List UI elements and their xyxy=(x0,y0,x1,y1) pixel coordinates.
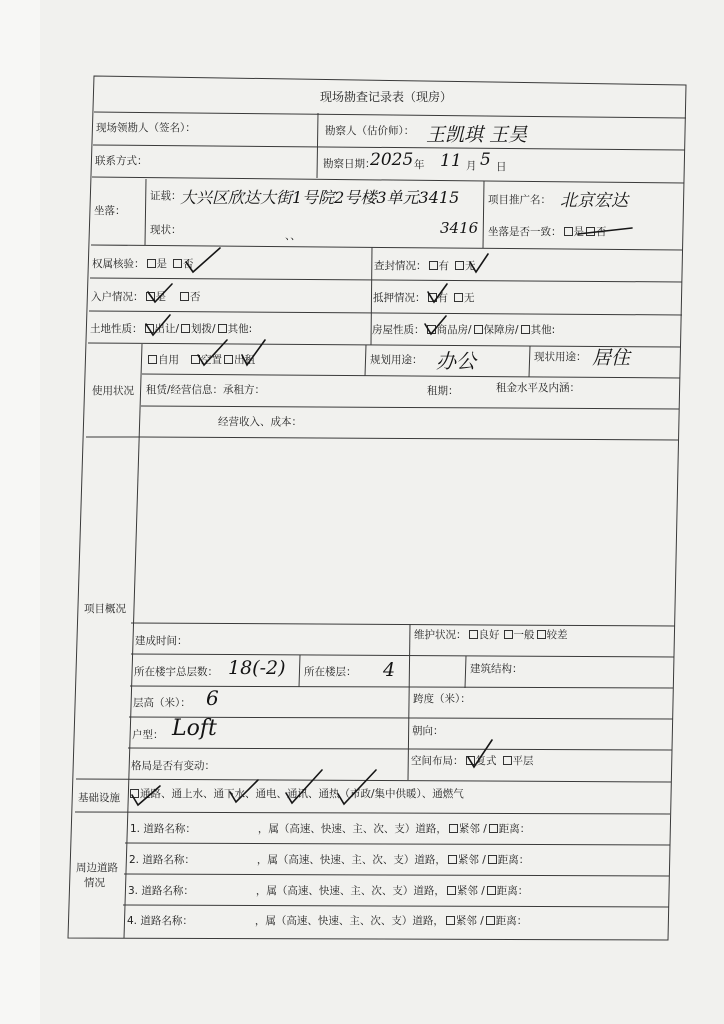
rent-level-label: 租金水平及内涵： xyxy=(496,382,580,394)
space-opt1-label: 复式 xyxy=(475,755,497,767)
type-value: Loft xyxy=(172,716,217,741)
date-label: 勘察日期： xyxy=(323,158,376,170)
floor-label: 所在楼层： xyxy=(304,666,357,678)
height-value: 6 xyxy=(206,686,219,710)
consistency-yes-label: 是 xyxy=(573,226,584,238)
mortgage-none-label: 无 xyxy=(464,292,475,304)
road-2-adjacent-label: 紧邻 / xyxy=(457,854,486,866)
total-floors-value: 18(-2) xyxy=(228,657,286,679)
road-2-distance-label: 距离： xyxy=(497,854,530,866)
use-vacant-check-mark xyxy=(198,340,227,365)
road-2-class: ，属（高速、快速、主、次、支）道路， xyxy=(256,854,446,866)
land-opt3-label: 其他: xyxy=(227,323,253,335)
road-3-label: 3. 道路名称： xyxy=(128,885,194,897)
use-self-label: 自用 xyxy=(158,354,179,366)
project-name-value: 北京宏达 xyxy=(560,191,628,211)
land-opt2-label: 划拨 xyxy=(191,323,213,335)
use-rent-label: 出租 xyxy=(234,354,255,366)
date-year-value: 2025 xyxy=(370,150,414,170)
seal-has-label: 有 xyxy=(438,260,449,272)
mortgage-has-check-mark xyxy=(428,284,447,302)
planned-use-value: 办公 xyxy=(436,349,476,373)
road-section-label-2: 情况 xyxy=(84,877,105,889)
cert-room-value: 3416 xyxy=(440,219,479,237)
house-opt3-label: 其他: xyxy=(530,324,556,336)
ownership-no-label: 否 xyxy=(183,258,194,270)
type-label: 户型： xyxy=(132,729,164,741)
house-opt1-check-mark xyxy=(425,316,446,334)
road-4-adjacent-label: 紧邻 / xyxy=(455,915,484,927)
guide-label: 现场领勘人（签名）： xyxy=(96,122,196,134)
contact-label: 联系方式： xyxy=(95,155,148,167)
maint-normal-label: 一般 xyxy=(513,629,535,641)
date-month-suffix: 月 xyxy=(466,160,477,172)
use-vacant-label: 空置 xyxy=(201,354,222,366)
date-day-suffix: 日 xyxy=(496,161,507,173)
infra-check-mark-3 xyxy=(286,770,322,803)
date-day-value: 5 xyxy=(480,150,491,170)
land-opt1-label: 出让 xyxy=(154,323,176,335)
space-label: 空间布局： xyxy=(411,755,464,767)
usage-section-label: 使用状况 xyxy=(92,385,134,397)
infra-items: 通路、通上水、通下水、通电、通讯、通热（市政/集中供暖）、通燃气 xyxy=(140,788,464,800)
road-1-adjacent-label: 紧邻 / xyxy=(458,823,487,835)
infra-check-mark-2 xyxy=(230,780,258,802)
seal-label: 查封情况： xyxy=(374,260,427,272)
ownership-no-check-mark xyxy=(186,248,220,272)
orientation-label: 朝向： xyxy=(412,725,444,737)
household-yes-check-mark xyxy=(148,284,172,302)
land-label: 土地性质： xyxy=(90,323,143,335)
status-label: 现状： xyxy=(150,224,182,236)
current-use-label: 现状用途： xyxy=(534,351,587,363)
cert-label: 证载： xyxy=(150,190,182,202)
lease-label: 租赁/经营信息：承租方： xyxy=(146,384,266,396)
house-opt1-label: 商品房 xyxy=(436,324,468,336)
road-2-label: 2. 道路名称： xyxy=(129,854,195,866)
height-label: 层高（米）： xyxy=(133,697,191,709)
location-label: 坐落： xyxy=(94,205,126,217)
layout-change-label: 格局是否有变动： xyxy=(131,760,215,772)
road-3-adjacent-label: 紧邻 / xyxy=(456,885,485,897)
date-month-value: 11 xyxy=(440,151,462,171)
current-use-value: 居住 xyxy=(592,347,631,369)
consistency-no-label: 否 xyxy=(596,226,607,238)
mortgage-label: 抵押情况： xyxy=(373,292,426,304)
form-title: 现场勘查记录表（现房） xyxy=(320,90,453,104)
planned-use-label: 规划用途： xyxy=(370,354,423,366)
land-row: 土地性质： 出让/ 划拨/ 其他: xyxy=(90,323,253,335)
maint-good-label: 良好 xyxy=(478,629,500,641)
status-value: 、、 xyxy=(285,230,301,242)
road-3-class: ，属（高速、快速、主、次、支）道路， xyxy=(255,885,445,897)
maintenance-label: 维护状况： xyxy=(414,629,467,641)
seal-none-label: 无 xyxy=(465,260,476,272)
house-row: 房屋性质： 商品房/ 保障房/ 其他: xyxy=(372,324,556,336)
space-opt1-check-mark xyxy=(468,740,492,767)
household-no-label: 否 xyxy=(190,291,201,303)
ownership-label: 权属核验： xyxy=(92,258,145,270)
build-time-label: 建成时间： xyxy=(135,635,188,647)
seal-none-check-mark xyxy=(470,254,488,272)
rent-term-label: 租期： xyxy=(427,385,459,397)
household-label: 入户情况： xyxy=(91,291,144,303)
mortgage-has-label: 有 xyxy=(437,292,448,304)
consistency-label-text: 坐落是否一致： xyxy=(488,226,562,238)
road-section-label-1: 周边道路 xyxy=(76,862,118,874)
cert-address-value: 大兴区欣达大街1号院2号楼3单元3415 xyxy=(180,188,460,207)
structure-label: 建筑结构： xyxy=(470,663,523,675)
maint-poor-label: 较差 xyxy=(546,629,568,641)
surveyor-label: 勘察人（估价师）： xyxy=(325,125,415,137)
household-yes-label: 是 xyxy=(155,291,166,303)
income-label: 经营收入、成本： xyxy=(218,416,302,428)
ownership-yes-label: 是 xyxy=(156,258,167,270)
house-label: 房屋性质： xyxy=(372,324,425,336)
total-floors-label: 所在楼宇总层数： xyxy=(134,666,218,678)
project-section-label: 项目概况 xyxy=(84,603,126,615)
road-4-class: ，属（高速、快速、主、次、支）道路， xyxy=(254,915,444,927)
project-name-label: 项目推广名： xyxy=(488,194,551,206)
date-year-suffix: 年 xyxy=(414,159,425,171)
infra-check-mark-1 xyxy=(132,786,160,805)
road-1-class: ，属（高速、快速、主、次、支）道路， xyxy=(257,823,447,835)
infra-check-mark-4 xyxy=(338,770,376,804)
use-rent-check-mark xyxy=(242,340,265,365)
space-opt2-label: 平层 xyxy=(512,755,534,767)
house-opt2-label: 保障房 xyxy=(483,324,516,336)
road-1-distance-label: 距离： xyxy=(498,823,531,835)
consistency-no-strike-mark xyxy=(578,228,632,234)
road-1-label: 1. 道路名称： xyxy=(130,823,196,835)
road-3-distance-label: 距离： xyxy=(496,885,529,897)
span-label: 跨度（米）： xyxy=(413,693,471,705)
surveyor-signature: 王凯琪 王昊 xyxy=(426,124,528,146)
land-opt1-check-mark xyxy=(146,315,170,335)
road-4-distance-label: 距离： xyxy=(495,915,528,927)
floor-value: 4 xyxy=(383,659,396,681)
road-4-label: 4. 道路名称： xyxy=(127,915,193,927)
infra-label: 基础设施 xyxy=(78,792,120,804)
